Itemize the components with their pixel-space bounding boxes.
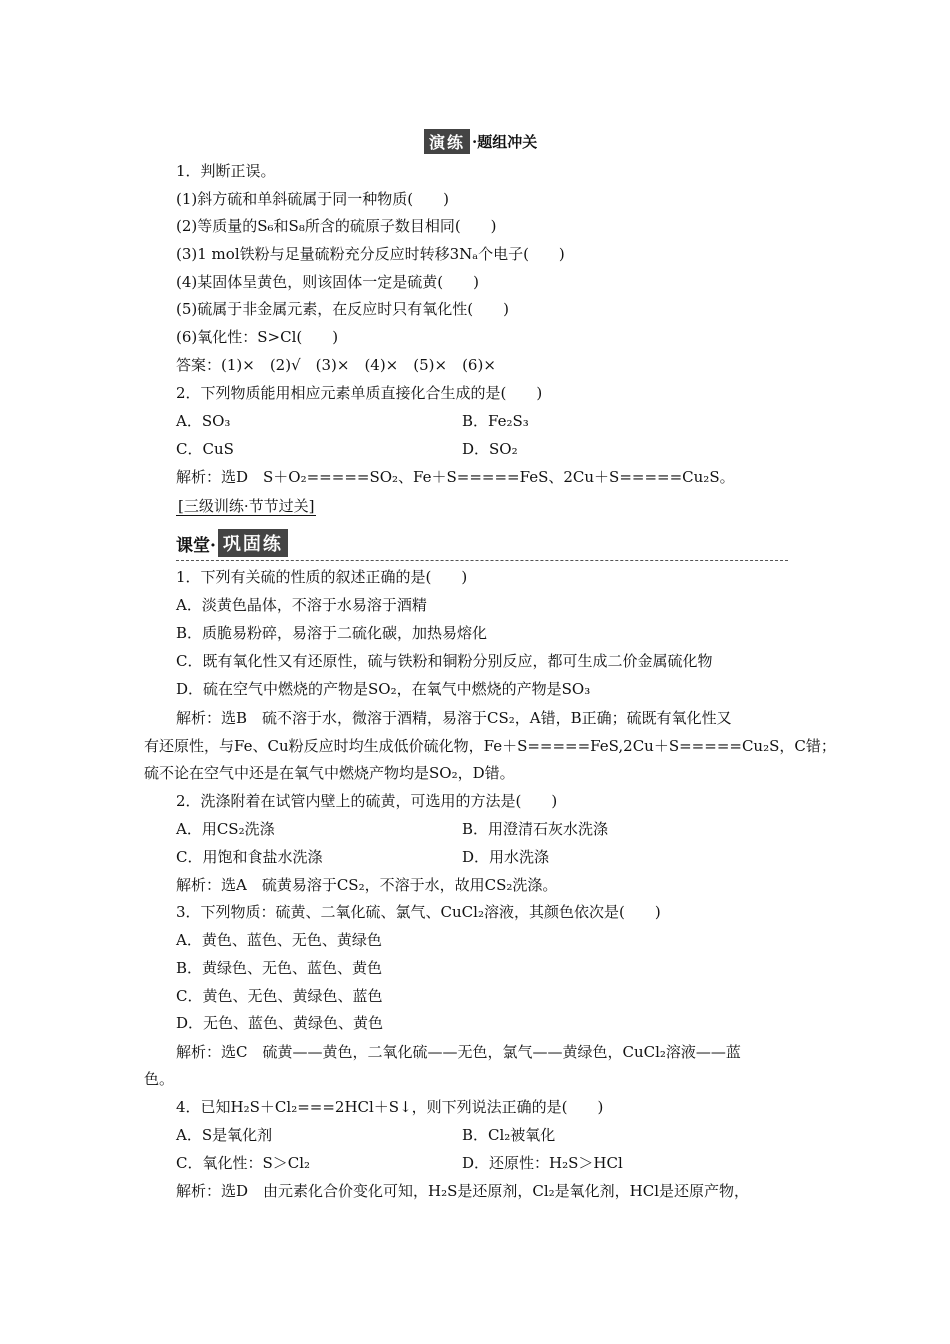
q2-option-b: B．Fe₂S₃ (462, 412, 529, 430)
p2-option-b: B．用澄清石灰水洗涤 (462, 820, 609, 838)
q2-option-d: D．SO₂ (462, 440, 518, 458)
q1-item-3: (3)1 mol铁粉与足量硫粉充分反应时转移3Nₐ个电子( ) (176, 245, 565, 263)
p1-analysis-line3: 硫不论在空气中还是在氧气中燃烧产物均是SO₂，D错。 (144, 764, 515, 782)
p1-analysis-line1: 解析：选B 硫不溶于水，微溶于酒精，易溶于CS₂，A错，B正确；硫既有氧化性又 (176, 709, 732, 727)
q1-item-6: (6)氧化性：S>Cl( ) (176, 328, 339, 346)
p2-stem: 2．洗涤附着在试管内壁上的硫黄，可选用的方法是( ) (176, 792, 558, 810)
q1-item-1: (1)斜方硫和单斜硫属于同一种物质( ) (176, 190, 449, 208)
ketang-header (176, 529, 288, 557)
p1-option-a: A．淡黄色晶体，不溶于水易溶于酒精 (176, 596, 427, 614)
q1-item-2: (2)等质量的S₆和S₈所含的硫原子数目相同( ) (176, 217, 497, 235)
header-title: ·题组冲关 (472, 132, 538, 151)
yanlian-badge: 演练 (424, 129, 470, 154)
p2-option-d: D．用水洗涤 (462, 848, 550, 866)
p1-option-b: B．质脆易粉碎，易溶于二硫化碳，加热易熔化 (176, 624, 488, 642)
p4-option-a: A．S是氧化剂 (176, 1126, 273, 1144)
p4-option-b: B．Cl₂被氧化 (462, 1126, 556, 1144)
q2-option-c: C．CuS (176, 440, 234, 458)
q1-item-4: (4)某固体呈黄色，则该固体一定是硫黄( ) (176, 273, 479, 291)
q1-stem: 1．判断正误。 (176, 162, 276, 180)
p1-option-c: C．既有氧化性又有还原性，硫与铁粉和铜粉分别反应，都可生成二价金属硫化物 (176, 652, 713, 670)
section-title (176, 496, 316, 516)
q1-item-5: (5)硫属于非金属元素，在反应时只有氧化性( ) (176, 300, 509, 318)
p4-option-c: C．氧化性：S＞Cl₂ (176, 1154, 311, 1172)
p2-option-c: C．用饱和食盐水洗涤 (176, 848, 323, 866)
p3-analysis-line2: 色。 (144, 1070, 175, 1088)
p3-option-c: C．黄色、无色、黄绿色、蓝色 (176, 987, 383, 1005)
p4-stem: 4．已知H₂S＋Cl₂===2HCl＋S↓，则下列说法正确的是( ) (176, 1098, 604, 1116)
p1-analysis-line2: 有还原性，与Fe、Cu粉反应时均生成低价硫化物，Fe＋S=====FeS,2Cu＋S=====Cu₂S，C错； (144, 737, 836, 755)
ketang-label: 课堂· (176, 535, 216, 556)
q2-analysis: 解析：选D S＋O₂=====SO₂、Fe＋S=====FeS、2Cu＋S=====Cu₂S。 (176, 468, 735, 486)
p4-option-d: D．还原性：H₂S＞HCl (462, 1154, 623, 1172)
p3-option-a: A．黄色、蓝色、无色、黄绿色 (176, 931, 382, 949)
p2-option-a: A．用CS₂洗涤 (176, 820, 275, 838)
p1-option-d: D．硫在空气中燃烧的产物是SO₂，在氧气中燃烧的产物是SO₃ (176, 680, 591, 698)
p3-stem: 3．下列物质：硫黄、二氧化硫、氯气、CuCl₂溶液，其颜色依次是( ) (176, 903, 661, 921)
q2-stem: 2．下列物质能用相应元素单质直接化合生成的是( ) (176, 384, 543, 402)
section-title-text: [三级训练·节节过关] (178, 497, 315, 515)
p3-option-b: B．黄绿色、无色、蓝色、黄色 (176, 959, 383, 977)
q1-answer: 答案：(1)× (2)√ (3)× (4)× (5)× (6)× (176, 356, 496, 374)
p1-stem: 1．下列有关硫的性质的叙述正确的是( ) (176, 568, 468, 586)
section-header-yanlian (424, 128, 537, 154)
p3-option-d: D．无色、蓝色、黄绿色、黄色 (176, 1014, 384, 1032)
p4-analysis: 解析：选D 由元素化合价变化可知，H₂S是还原剂，Cl₂是氧化剂，HCl是还原产物， (176, 1182, 750, 1200)
q2-option-a: A．SO₃ (176, 412, 231, 430)
gonggu-badge: 巩固练 (218, 529, 288, 557)
p2-analysis: 解析：选A 硫黄易溶于CS₂，不溶于水，故用CS₂洗涤。 (176, 876, 558, 894)
dashed-divider (176, 560, 788, 561)
p3-analysis-line1: 解析：选C 硫黄——黄色，二氧化硫——无色，氯气——黄绿色，CuCl₂溶液——蓝 (176, 1043, 741, 1061)
